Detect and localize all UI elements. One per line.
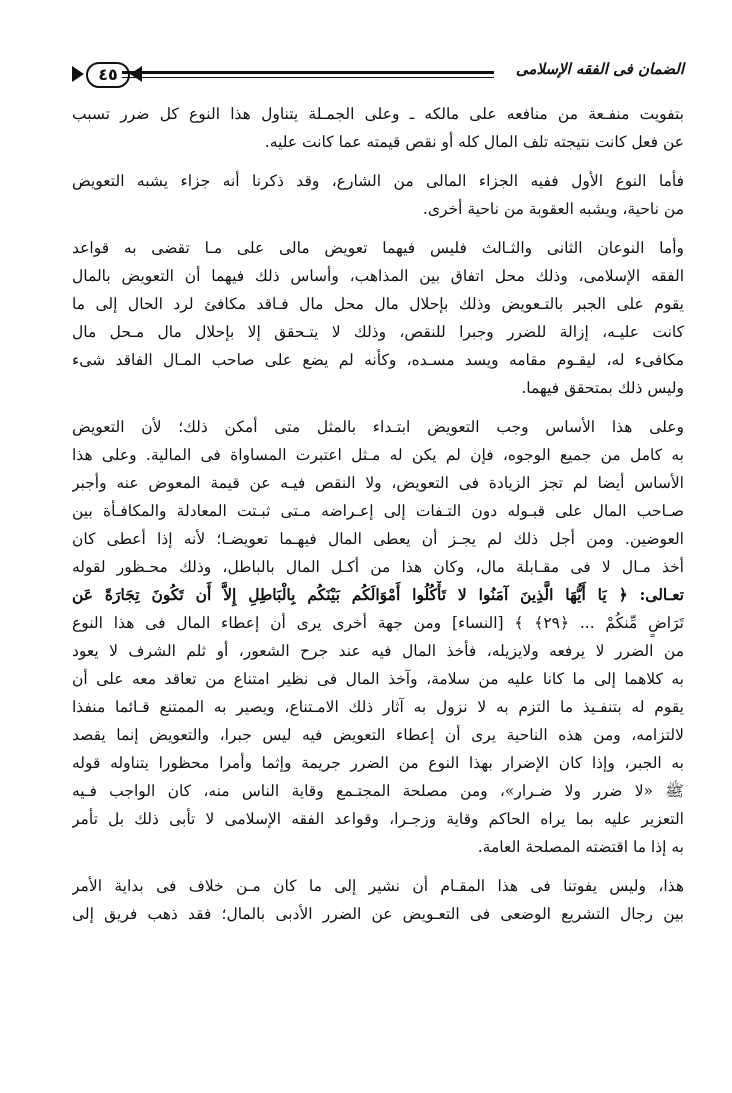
text-line: صـاحب المال على قبـوله دون التـفات إلى إعـراضه مـتى ثبـتت المعادلة والمكافـأة بين: [72, 502, 684, 520]
text-line: مكافىء له، ليقـوم مقامه ويسد مسـده، وكأنه لم يضع على صاحب المـال الفاقد شىء: [72, 351, 684, 369]
text-line: به كلاهما إلى ما كانا عليه من سلامة، وآخذ المال فى نظير امتناع من تعاقد معه على أن: [72, 670, 684, 688]
paragraph-5: [72, 872, 684, 928]
text-line: هذا، وليس يفوتنا فى هذا المقـام أن نشير إلى ما كان مـن خلاف فى بداية الأمر: [72, 877, 684, 895]
quran-verse-line: تَرَاضٍ مِّنكُمْ ... ﴿٢٩﴾ ﴾ [النساء] ومن جهة أخرى يرى أن إعطاء المال فى هذا النوع: [72, 614, 684, 632]
text-line: عن فعل كانت نتيجته تلف المال كله أو نقص قيمته عما كانت عليه.: [264, 133, 684, 151]
page-number-left-ornament-icon: [72, 66, 84, 82]
text-line: من ناحية، ويشبه العقوبة من ناحية أخرى.: [422, 200, 684, 218]
text-line: ﷺ «لا ضرر ولا ضـرار»، ومن مصلحة المجتـمع وقاية الناس منه، كان الواجب فـيه: [72, 782, 684, 800]
text-line: وأما النوعان الثانى والثـالث فليس فيهما تعويض مالى على مـا تقضى به قواعد: [72, 239, 684, 257]
page-number: ٤٥: [86, 62, 130, 88]
text-line: به كامل من جميع الوجوه، فإن لم يكن له مـثل اعتبرت المساواة فى المالية. وعلى هذا: [72, 446, 684, 464]
page-number-right-ornament-icon: [130, 66, 142, 82]
running-header: [72, 58, 684, 94]
text-line: الأساس أيضا لم تجز الزيادة فى التعويض، ولا النقص فيـه عن قيمة المعوض عنه وأجبر: [72, 474, 684, 492]
text-line: العوضين. ومن أجل ذلك لم يجـز أن يعطى المال فيهـما تعويضـا؛ لأنه إذا أعطى كان: [72, 530, 684, 548]
text-line: التعزير عليه بما يراه الحاكم وقاية وزجـرا، وقواعد الفقه الإسلامى لا تأبى ذلك بل تأمر: [72, 810, 684, 828]
paragraph-4: [72, 413, 684, 861]
running-header-title: الضمان فى الفقه الإسلامى: [515, 60, 684, 78]
paragraph-2: [72, 167, 684, 223]
text-line: الفقه الإسلامى، وذلك محل اتفاق بين المذاهب، وأساس ذلك فيهما أن التعويض بالمال: [72, 267, 684, 285]
text-line: أخذ مـال لا فى مقـابلة مال، وكان هذا من أكـل المال بالباطل، وذلك محـظور لقوله: [72, 558, 684, 576]
text-line: به الجبر، وإذا كان الإضرار بهذا النوع من الضرر جريمة وإثما وأمرا محظورا يتناوله قوله: [72, 754, 684, 772]
text-line: وليس ذلك بمتحقق فيهما.: [521, 379, 684, 397]
text-line: كانت عليـه، إزالة للضرر وجبرا للنقص، وذلك لا يتـحقق إلا بإحلال مال مـحل مال: [72, 323, 684, 341]
text-line: وعلى هذا الأساس وجب التعويض ابتـداء بالمثل متى أمكن ذلك؛ لأن التعويض: [72, 418, 684, 436]
text-line: لالتزامه، ومن هذه الناحية يرى أن إعطاء التعويض فيه ليس جبرا، والتعويض إنما يقصد: [72, 726, 684, 744]
text-line: يقوم على الجبر بالتـعويض وذلك بإحلال مال محل مال فـاقد مكافئ لرد الحال إلى ما: [72, 295, 684, 313]
header-rule: [122, 71, 494, 78]
paragraph-3: [72, 234, 684, 402]
text-line: فأما النوع الأول ففيه الجزاء المالى من الشارع، وقد ذكرنا أنه جزاء يشبه التعويض: [72, 172, 684, 190]
text-line: من الضرر لا يرفعه ولايزيله، فأخذ المال فيه عند جرح الشعور، أو ثلم الشرف لا يعود: [72, 642, 684, 660]
text-line: يقوم له بتنفـيذ ما التزم به لا نزول به آثار ذلك الامـتناع، ويصير به الممتنع قـائما منفذا: [72, 698, 684, 716]
page-body: [72, 100, 684, 939]
paragraph-1: [72, 100, 684, 156]
text-line: بين رجال التشريع الوضعى فى التعـويض عن الضرر الأدبى بالمال؛ فقد ذهب فريق إلى: [72, 905, 684, 923]
quran-verse-line: تعـالى: ﴿ يَا أَيُّهَا الَّذِينَ آمَنُوا لا تَأْكُلُوا أَمْوَالَكُم بَيْنَكُم بِالْبَاطِلِ إِلاَّ أَن تَكُونَ تِجَارَةً عَن: [72, 585, 684, 604]
text-line: به إذا ما اقتضته المصلحة العامة.: [477, 838, 684, 856]
text-line: بتفويت منفـعة من منافعه على مالكه ـ وعلى الجمـلة يتناول هذا النوع كل ضرر تسبب: [72, 105, 684, 123]
